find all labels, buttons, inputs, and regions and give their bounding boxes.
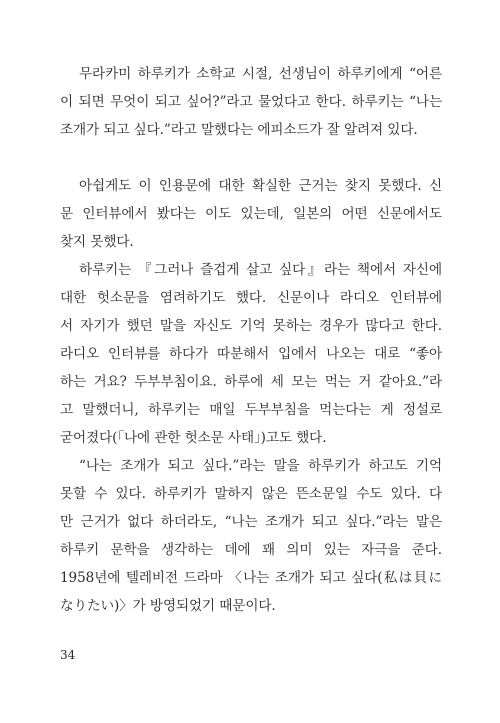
text-line: なりたい)〉가 방영되었기 때문이다. (60, 598, 276, 614)
text-line: 서 자기가 했던 말을 자신도 기억 못하는 경우가 많다고 한다. (60, 318, 442, 334)
text-line: 1958년에 텔레비전 드라마 〈나는 조개가 되고 싶다(私は貝に (60, 570, 442, 586)
page-number: 34 (60, 648, 76, 662)
text-line: 고 말했더니, 하루키는 매일 두부부침을 먹는다는 게 정설로 (60, 402, 442, 418)
text-line: 하는 거요? 두부부침이요. 하루에 세 모는 먹는 거 같아요.”라 (60, 374, 442, 390)
text-line: 문 인터뷰에서 봤다는 이도 있는데, 일본의 어떤 신문에서도 (60, 206, 442, 222)
text-line: 조개가 되고 싶다.”라고 말했다는 에피소드가 잘 알려져 있다. (60, 122, 418, 138)
text-line: 하루키 문학을 생각하는 데에 꽤 의미 있는 자극을 준다. (60, 542, 442, 558)
text-line: 만 근거가 없다 하더라도, “나는 조개가 되고 싶다.”라는 말은 (60, 514, 442, 530)
text-line: 못할 수 있다. 하루키가 말하지 않은 뜬소문일 수도 있다. 다 (60, 486, 442, 502)
text-line: “나는 조개가 되고 싶다.”라는 말을 하루키가 하고도 기억 (79, 458, 442, 474)
text-line: 라디오 인터뷰를 하다가 따분해서 입에서 나오는 대로 “좋아 (60, 346, 442, 362)
text-line: 찾지 못했다. (60, 234, 134, 250)
text-line: 굳어졌다(「나에 관한 헛소문 사태」)고도 했다. (60, 430, 327, 446)
text-line: 이 되면 무엇이 되고 싶어?”라고 물었다고 한다. 하루키는 “나는 (60, 94, 442, 110)
text-line: 무라카미 하루키가 소학교 시절, 선생님이 하루키에게 “어른 (79, 66, 442, 82)
text-line: 아쉽게도 이 인용문에 대한 확실한 근거는 찾지 못했다. 신 (79, 178, 442, 194)
text-line: 대한 헛소문을 염려하기도 했다. 신문이나 라디오 인터뷰에 (60, 290, 442, 306)
text-line: 하루키는 『그러나 즐겁게 살고 싶다』라는 책에서 자신에 (79, 262, 442, 278)
